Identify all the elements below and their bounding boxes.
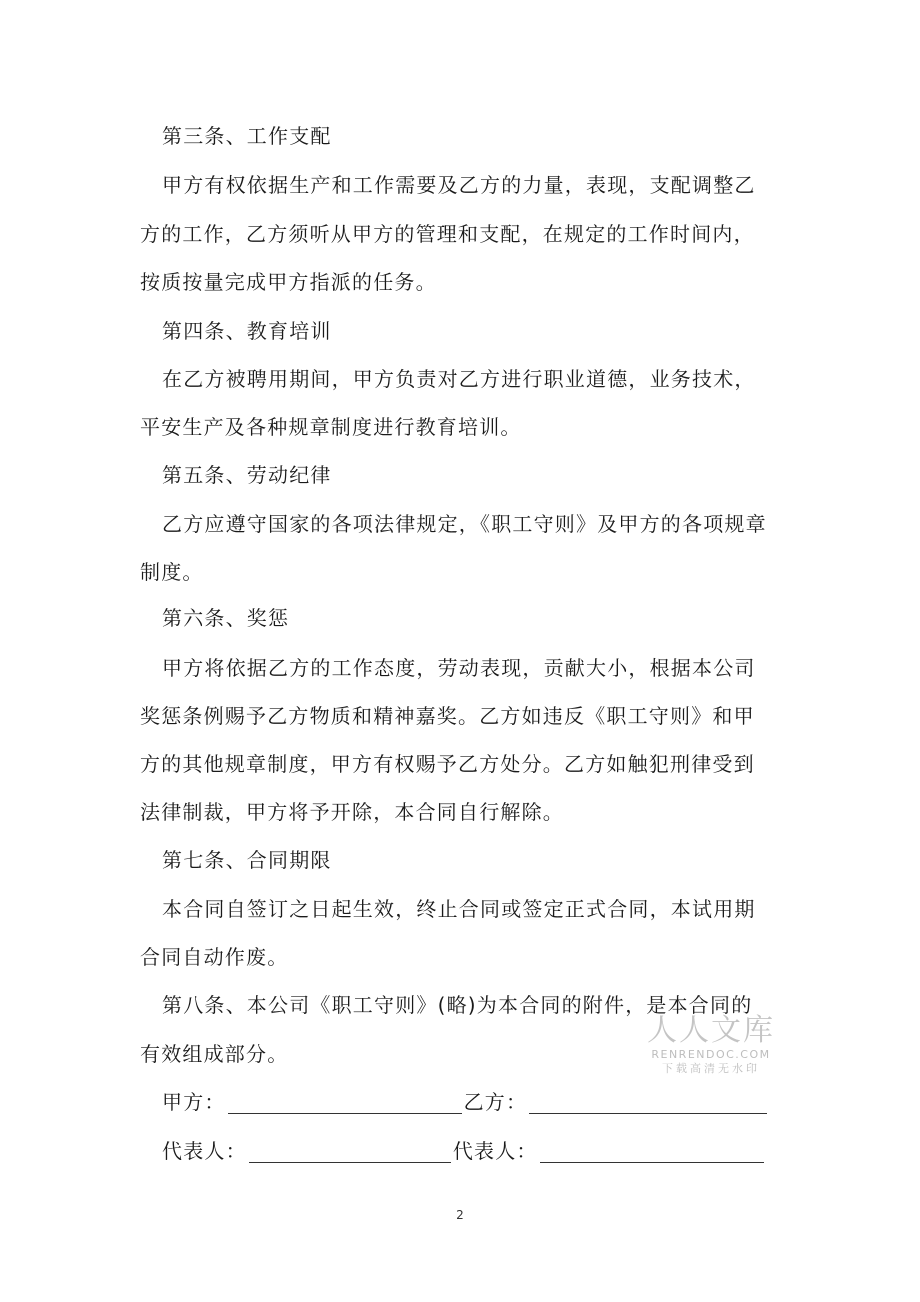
- article-8-text-line-2: 有效组成部分。: [140, 1042, 289, 1066]
- rep-b-label: 代表人：: [452, 1139, 538, 1163]
- rep-a-blank: [249, 1144, 451, 1163]
- article-5-text-line-2: 制度。: [140, 560, 204, 584]
- party-a-label: 甲方：: [162, 1090, 226, 1114]
- article-6-text-line-1: 甲方将依据乙方的工作态度，劳动表现，贡献大小，根据本公司: [162, 656, 756, 680]
- article-4-text-line-1: 在乙方被聘用期间，甲方负责对乙方进行职业道德，业务技术，: [162, 367, 756, 391]
- watermark-title: 人人文库: [647, 1013, 775, 1048]
- article-7-heading: 第七条、合同期限: [162, 848, 332, 872]
- article-7-text-line-1: 本合同自签订之日起生效，终止合同或签定正式合同，本试用期: [162, 897, 756, 921]
- article-5-text-line-1: 乙方应遵守国家的各项法律规定，《职工守则》及甲方的各项规章: [162, 512, 767, 536]
- article-8-text-line-1: 第八条、本公司《职工守则》(略)为本合同的附件，是本合同的: [162, 993, 753, 1017]
- signature-row-representatives: [162, 1139, 766, 1163]
- article-4-heading: 第四条、教育培训: [162, 319, 332, 343]
- rep-b-blank: [540, 1144, 764, 1163]
- party-b-blank: [529, 1095, 767, 1114]
- article-4-text-line-2: 平安生产及各种规章制度进行教育培训。: [140, 415, 522, 439]
- signature-row-parties: [162, 1090, 769, 1114]
- article-5-heading: 第五条、劳动纪律: [162, 463, 332, 487]
- party-b-label: 乙方：: [463, 1090, 528, 1114]
- party-a-blank: [228, 1095, 462, 1114]
- article-6-heading: 第六条、奖惩: [162, 606, 290, 630]
- article-3-text-line-3: 按质按量完成甲方指派的任务。: [140, 270, 437, 294]
- article-7-text-line-2: 合同自动作废。: [140, 945, 289, 969]
- watermark-url: RENRENDOC.COM: [651, 1048, 771, 1061]
- article-3-text-line-1: 甲方有权依据生产和工作需要及乙方的力量，表现，支配调整乙: [162, 173, 756, 197]
- rep-a-label: 代表人：: [162, 1139, 247, 1163]
- article-3-heading: 第三条、工作支配: [162, 124, 332, 148]
- watermark: [646, 1014, 776, 1076]
- watermark-subtitle: 下载高清无水印: [662, 1062, 760, 1075]
- article-6-text-line-2: 奖惩条例赐予乙方物质和精神嘉奖。乙方如违反《职工守则》和甲: [140, 704, 755, 728]
- page-number: 2: [456, 1208, 464, 1222]
- article-3-text-line-2: 方的工作，乙方须听从甲方的管理和支配，在规定的工作时间内，: [140, 222, 755, 246]
- article-6-text-line-3: 方的其他规章制度，甲方有权赐予乙方处分。乙方如触犯刑律受到: [140, 752, 755, 776]
- article-6-text-line-4: 法律制裁，甲方将予开除，本合同自行解除。: [140, 800, 564, 824]
